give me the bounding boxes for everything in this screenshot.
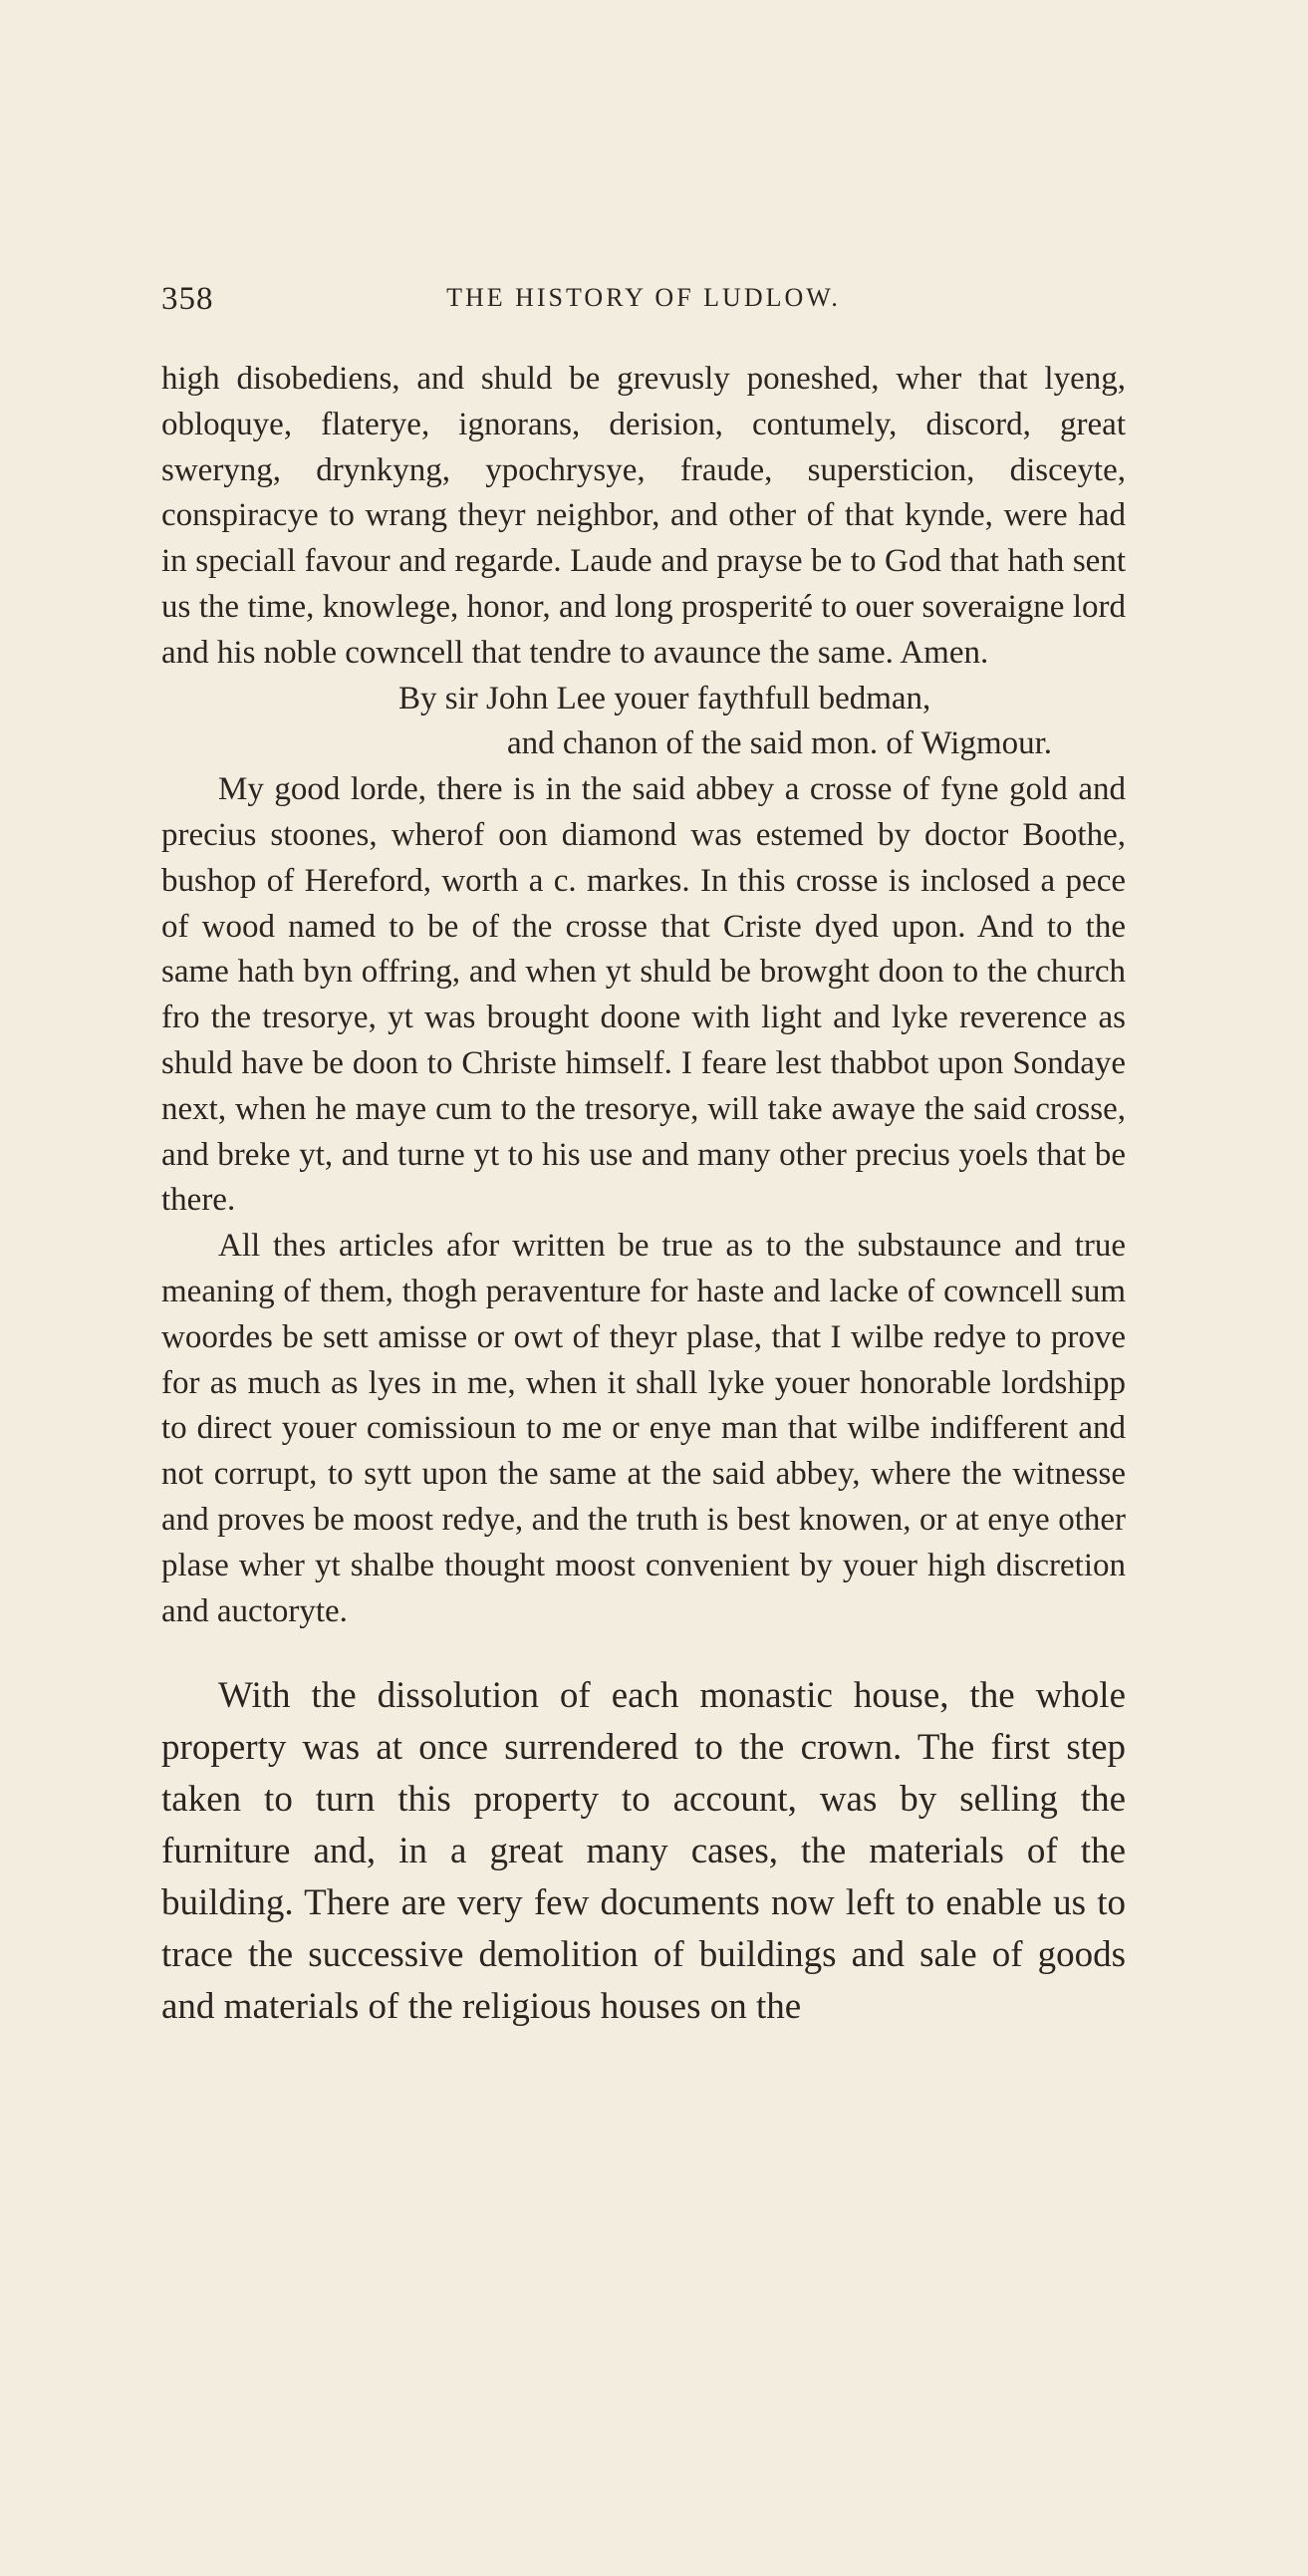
page-body xyxy=(161,357,1126,2033)
letter-paragraph-crosse: My good lorde, there is in the said abbey a crosse of fyne gold and precius stoones, wherof oon diamond was estemed by doctor Boothe, bushop of Hereford, worth a c. markes. In this crosse is inclosed a pece of wood named to be of the crosse that Criste dyed upon. And to the same hath byn offring, and when yt shuld be browght doon to the church fro the tresorye, yt was brought doone with light and lyke reverence as shuld have be doon to Christe himself. I feare lest thabbot upon Sondaye next, when he maye cum to the tresorye, will take awaye the said crosse, and breke yt, and turne yt to his use and many other precius yoels that be there. xyxy=(161,771,1126,1219)
page-number: 358 xyxy=(161,281,214,317)
signature-line-1: By sir John Lee youer faythfull bedman, xyxy=(398,680,931,716)
narrative-paragraph: With the dissolution of each monastic house, the whole property was at once surrendered to the crown. The first step taken to turn this property to account, was by selling the furniture and, in a great many cases, the materials of the building. There are very few documents now left to enable us to trace the successive demolition of buildings and sale of goods and materials of the religious houses on the xyxy=(161,1675,1126,2028)
running-title: THE HISTORY OF LUDLOW. xyxy=(446,283,841,312)
quoted-letter xyxy=(161,357,1126,1634)
letter-paragraph-continued: high disobediens, and shuld be grevusly poneshed, wher that lyeng, obloquye, flaterye, ignorans, derision, contumely, discord, great sweryng, drynkyng, ypochrysye, fraude, supersticion, disceyte, conspiracye to wrang theyr neighbor, and other of that kynde, were had in speciall favour and regarde. Laude and prayse be to God that hath sent us the time, knowlege, honor, and long prosperité to ouer soveraigne lord and his noble cowncell that tendre to avaunce the same. Amen. xyxy=(161,361,1126,671)
letter-paragraph-articles: All thes articles afor written be true as to the substaunce and true meaning of them, thogh peraventure for haste and lacke of cowncell sum woordes be sett amisse or owt of theyr plase, that I wilbe redye to prove for as much as lyes in me, when it shall lyke youer honorable lordshipp to direct youer comissioun to me or enye man that wilbe indifferent and not corrupt, to sytt upon the same at the said abbey, where the witnesse and proves be moost redye, and the truth is best knowen, or at enye other plase wher yt shalbe thought moost convenient by youer high discretion and auctoryte. xyxy=(161,1228,1126,1629)
letter-signature xyxy=(161,677,1126,768)
signature-line-2: and chanon of the said mon. of Wigmour. xyxy=(507,725,1053,762)
running-head xyxy=(161,281,1126,321)
